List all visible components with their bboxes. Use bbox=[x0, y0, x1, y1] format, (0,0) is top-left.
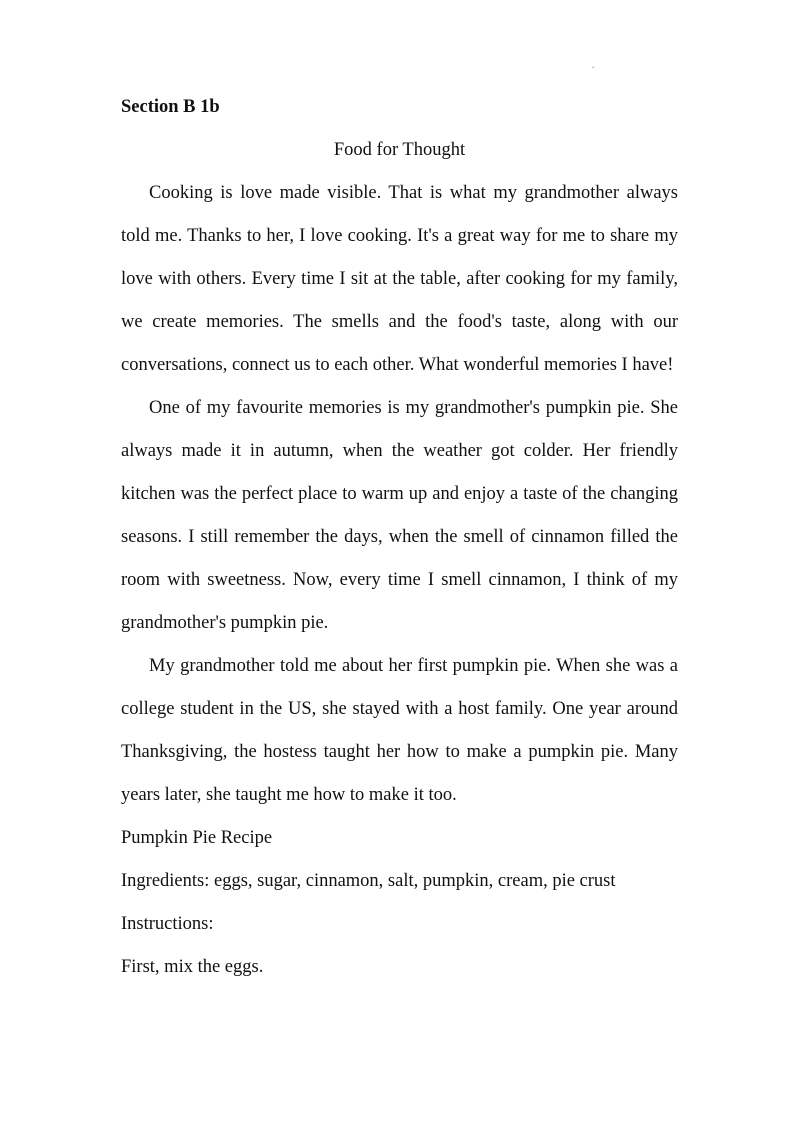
document-content bbox=[121, 86, 678, 989]
paragraph-2: One of my favourite memories is my grandmother's pumpkin pie. She always made it in autumn, when the weather got colder. Her friendly kitchen was the perfect place to warm up and enjoy a taste of the changing seasons. I still remember the days, when the smell of cinnamon filled the room with sweetness. Now, every time I smell cinnamon, I think of my grandmother's pumpkin pie. bbox=[121, 398, 678, 633]
paragraph-1: Cooking is love made visible. That is what my grandmother always told me. Thanks to her, I love cooking. It's a great way for me to share my love with others. Every time I sit at the table, after cooking for my family, we create memories. The smells and the food's taste, along with our conversations, connect us to each other. What wonderful memories I have! bbox=[121, 183, 678, 375]
paragraph-3: My grandmother told me about her first pumpkin pie. When she was a college student in the US, she stayed with a host family. One year around Thanksgiving, the hostess taught her how to make a pumpkin pie. Many years later, she taught me how to make it too. bbox=[121, 656, 678, 805]
recipe-ingredients: Ingredients: eggs, sugar, cinnamon, salt, pumpkin, cream, pie crust bbox=[121, 871, 616, 891]
recipe-title: Pumpkin Pie Recipe bbox=[121, 828, 273, 848]
recipe-instructions-label: Instructions: bbox=[121, 914, 214, 934]
page-mark: . bbox=[592, 60, 595, 70]
section-heading: Section B 1b bbox=[121, 97, 220, 117]
article-title: Food for Thought bbox=[333, 140, 466, 160]
recipe-step-1: First, mix the eggs. bbox=[121, 957, 264, 977]
